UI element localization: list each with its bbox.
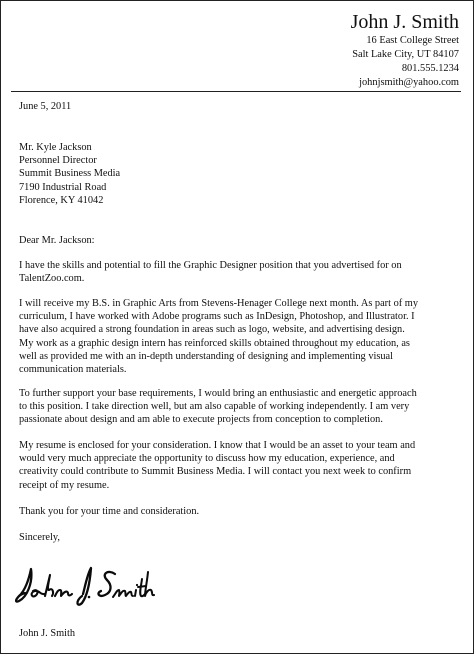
paragraph-line: curriculum, I have worked with Adobe programs such as InDesign, Photoshop, and Illustrator. I [19, 311, 415, 323]
paragraph-line: have also acquired a strong foundation in areas such as logo, website, and advertising design. [19, 324, 405, 336]
sender-street: 16 East College Street [366, 35, 459, 46]
paragraph-line: communication materials. [19, 364, 127, 376]
paragraph-1 [19, 259, 465, 285]
paragraph-line: To further support your base requirements, I would bring an enthusiastic and energetic approach [19, 388, 417, 399]
paragraph-line: TalentZoo.com. [19, 273, 85, 285]
salutation: Dear Mr. Jackson: [19, 235, 95, 246]
recipient-title: Personnel Director [19, 155, 97, 167]
recipient-company: Summit Business Media [19, 168, 121, 180]
typed-name: John J. Smith [19, 628, 76, 639]
handwritten-signature [15, 563, 155, 609]
paragraph-line: I will receive my B.S. in Graphic Arts from Stevens-Henager College next month. As part of my [19, 298, 419, 309]
closing: Sincerely, [19, 532, 60, 543]
recipient-street: 7190 Industrial Road [19, 181, 107, 193]
paragraph-4 [19, 439, 465, 492]
sender-city: Salt Lake City, UT 84107 [352, 49, 459, 60]
paragraph-line: receipt of my resume. [19, 479, 110, 491]
paragraph-line: I have the skills and potential to fill the Graphic Designer position that you advertised for on [19, 260, 402, 271]
letter-date: June 5, 2011 [19, 101, 72, 112]
recipient-name: Mr. Kyle Jackson [19, 142, 92, 153]
paragraph-line: well as provided me with an in-depth understanding of designing and implementing visual [19, 350, 394, 362]
header-divider [11, 91, 461, 92]
paragraph-line: to this position. I take direction well, but am also capable of working independently. I am very [19, 401, 410, 413]
recipient-city: Florence, KY 41042 [19, 194, 104, 206]
sender-email: johnjsmith@yahoo.com [359, 77, 459, 88]
paragraph-line: creativity could contribute to Summit Business Media. I will contact you next week to confirm [19, 466, 412, 478]
paragraph-line: My work as a graphic design intern has reinforced skills obtained throughout my education, as [19, 337, 410, 349]
sender-name: John J. Smith [350, 11, 459, 33]
thanks-line: Thank you for your time and consideration. [19, 506, 200, 517]
paragraph-line: passionate about design and am able to execute projects from conception to completion. [19, 414, 383, 426]
paragraph-2 [19, 297, 465, 376]
paragraph-line: My resume is enclosed for your consideration. I know that I would be an asset to your team and [19, 440, 416, 451]
paragraph-line: would very much appreciate the opportunity to discuss how my education, experience, and [19, 453, 395, 465]
paragraph-3 [19, 387, 465, 427]
sender-header [351, 11, 459, 90]
recipient-block [19, 141, 465, 207]
sender-phone: 801.555.1234 [401, 63, 459, 74]
